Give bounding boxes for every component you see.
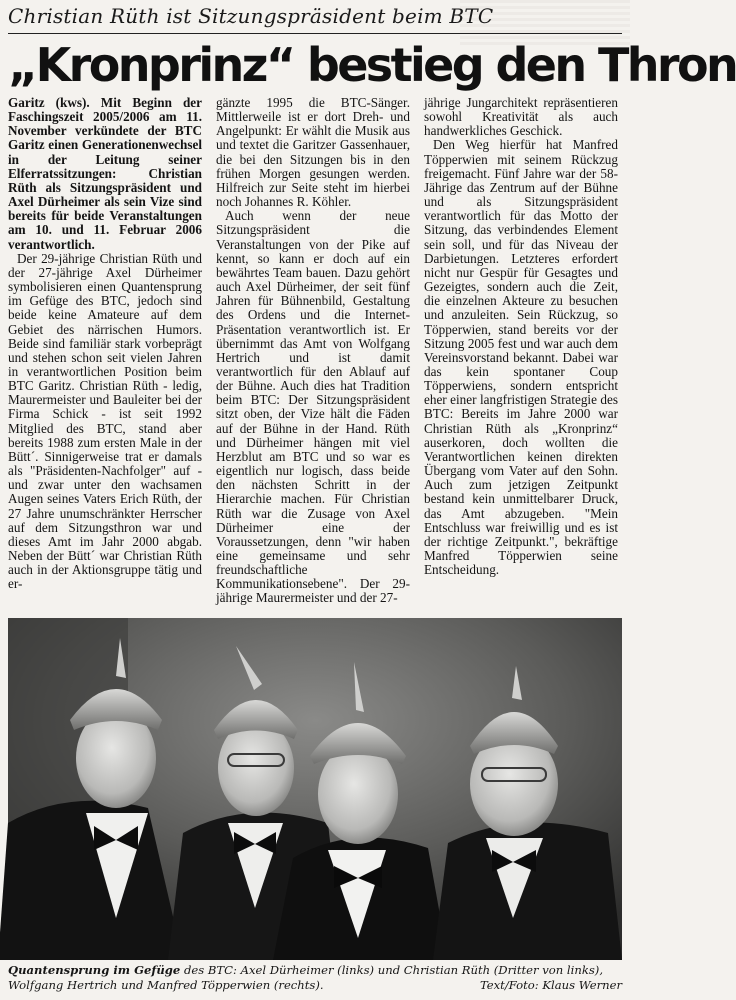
article-kicker: Christian Rüth ist Sitzungspräsident beim BTC <box>8 4 494 28</box>
caption-text: des BTC: Axel Dürheimer (links) und Christian Rüth (Dritter von links), <box>180 963 604 977</box>
body-paragraph: Den Weg hierfür hat Manfred Töpperwien mit seinem Rückzug freigemacht. Fünf Jahre war der 58-Jährige das Zentrum auf der Bühne und als Sitzungspräsident verantwortlich für das Motto der Sitzung, das verbindendes Element sein soll, und für das Niveau der Darbietungen. Letzteres erfordert nicht nur Gespür für Gesagtes und Gezeigtes, sondern auch die Zeit, die einzelnen Akteure zu besuchen und anzuleiten. Sein Rückzug, so Töpperwien, stand bereits vor der Sitzung 2005 fest und war auch dem Vereinsvorstand bekannt. Dabei war das kein spontaner Coup Töpperwiens, sondern entspricht eher einer langfristigen Strategie des BTC: Bereits im Jahre 2000 war Christian Rüth als „Kronprinz“ auserkoren, doch wollten die Verantwortlichen keinen direkten Übergang vom Vater auf den Sohn. Auch zum jetzigen Zeitpunkt bestand kein unmittelbarer Druck, das Amt abzugeben. "Mein Entschluss war freiwillig und es ist der richtige Zeitpunkt.", bekräftige Manfred Töpperwien seine Entscheidung. <box>424 137 618 578</box>
body-paragraph: jährige Jungarchitekt repräsentieren sowohl Kreativität als auch handwerkliches Geschick. <box>424 95 618 139</box>
caption-text-2: Wolfgang Hertrich und Manfred Töpperwien (rechts). <box>8 978 324 992</box>
article-column-3 <box>424 96 618 610</box>
photo-credit: Text/Foto: Klaus Werner <box>479 978 622 992</box>
lead-paragraph: Garitz (kws). Mit Beginn der Faschingszeit 2005/2006 am 11. November verkündete der BTC Garitz einen Generationenwechsel in der Leitung seiner Elferratssitzungen: Christian Rüth als Sitzungspräsident und Axel Dürheimer als sein Vize sind bereits für beide Veranstaltungen am 10. und 11. Februar 2006 verantwortlich. <box>8 95 202 252</box>
group-photo <box>8 618 622 960</box>
article-column-1 <box>8 96 202 610</box>
photo-illustration <box>8 618 622 960</box>
photo-caption <box>8 963 622 993</box>
body-paragraph: Auch wenn der neue Sitzungspräsident die Veranstaltungen von der Pike auf kennt, so kann er doch auf ein bewährtes Team bauen. Dazu gehört auch Axel Dürheimer, der seit fünf Jahren für Bühnenbild, Gestaltung des Ordens und die Internet-Präsentation verantwortlich ist. Er übernimmt das Amt von Wolfgang Hertrich und ist damit verantwortlich für den Ablauf auf der Bühne. Auch dies hat Tradition beim BTC: Der Sitzungspräsident sitzt oben, der Vize hält die Fäden auf der Bühne in der Hand. Rüth und Dürheimer hängen mit viel Herzblut am BTC und so war es eigentlich nur logisch, dass beide den nächsten Schritt in der Hierarchie machen. Für Christian Rüth war die Zusage von Axel Dürheimer eine der Voraussetzungen, denn "wir haben eine gemeinsame und sehr freundschaftliche Kommunikationsebene". Der 29-jährige Maurermeister und der 27- <box>216 208 410 606</box>
body-paragraph: Der 29-jährige Christian Rüth und der 27-jährige Axel Dürheimer symbolisieren einen Quantensprung im Gefüge des BTC, jedoch sind beide keine Amateure auf dem Gebiet des närrischen Humors. Beide sind familiär stark vorbeprägt und stehen schon seit vielen Jahren in verantwortlichen Position beim BTC Garitz. Christian Rüth - ledig, Maurermeister und Bauleiter bei der Firma Schick - ist seit 1992 Mitglied des BTC, stand aber bereits 1988 zum ersten Male in der Bütt´. Sinnigerweise trat er damals als "Präsidenten-Nachfolger" auf - und zwar unter den wachsamen Augen seines Vaters Erich Rüth, der 27 Jahre unumschränkter Herrscher auf dem Sitzungsthron war und dieses Amt im Jahr 2000 abgab. Neben der Bütt´ war Christian Rüth auch in der Aktionsgruppe tätig und er- <box>8 250 202 592</box>
kicker-rule <box>8 33 622 34</box>
article-headline: „Kronprinz“ bestieg den Thron <box>8 38 736 92</box>
article-column-2 <box>216 96 410 610</box>
body-paragraph: gänzte 1995 die BTC-Sänger. Mittlerweile ist er dort Dreh- und Angelpunkt: Er wählt die Musik aus und textet die Garitzer Gassenhauer, die bei den Sitzungen bis in den frühen Morgen gesungen werden. Hilfreich zur Seite steht im hierbei noch Johannes R. Köhler. <box>216 95 410 210</box>
caption-lead: Quantensprung im Gefüge <box>8 963 181 977</box>
